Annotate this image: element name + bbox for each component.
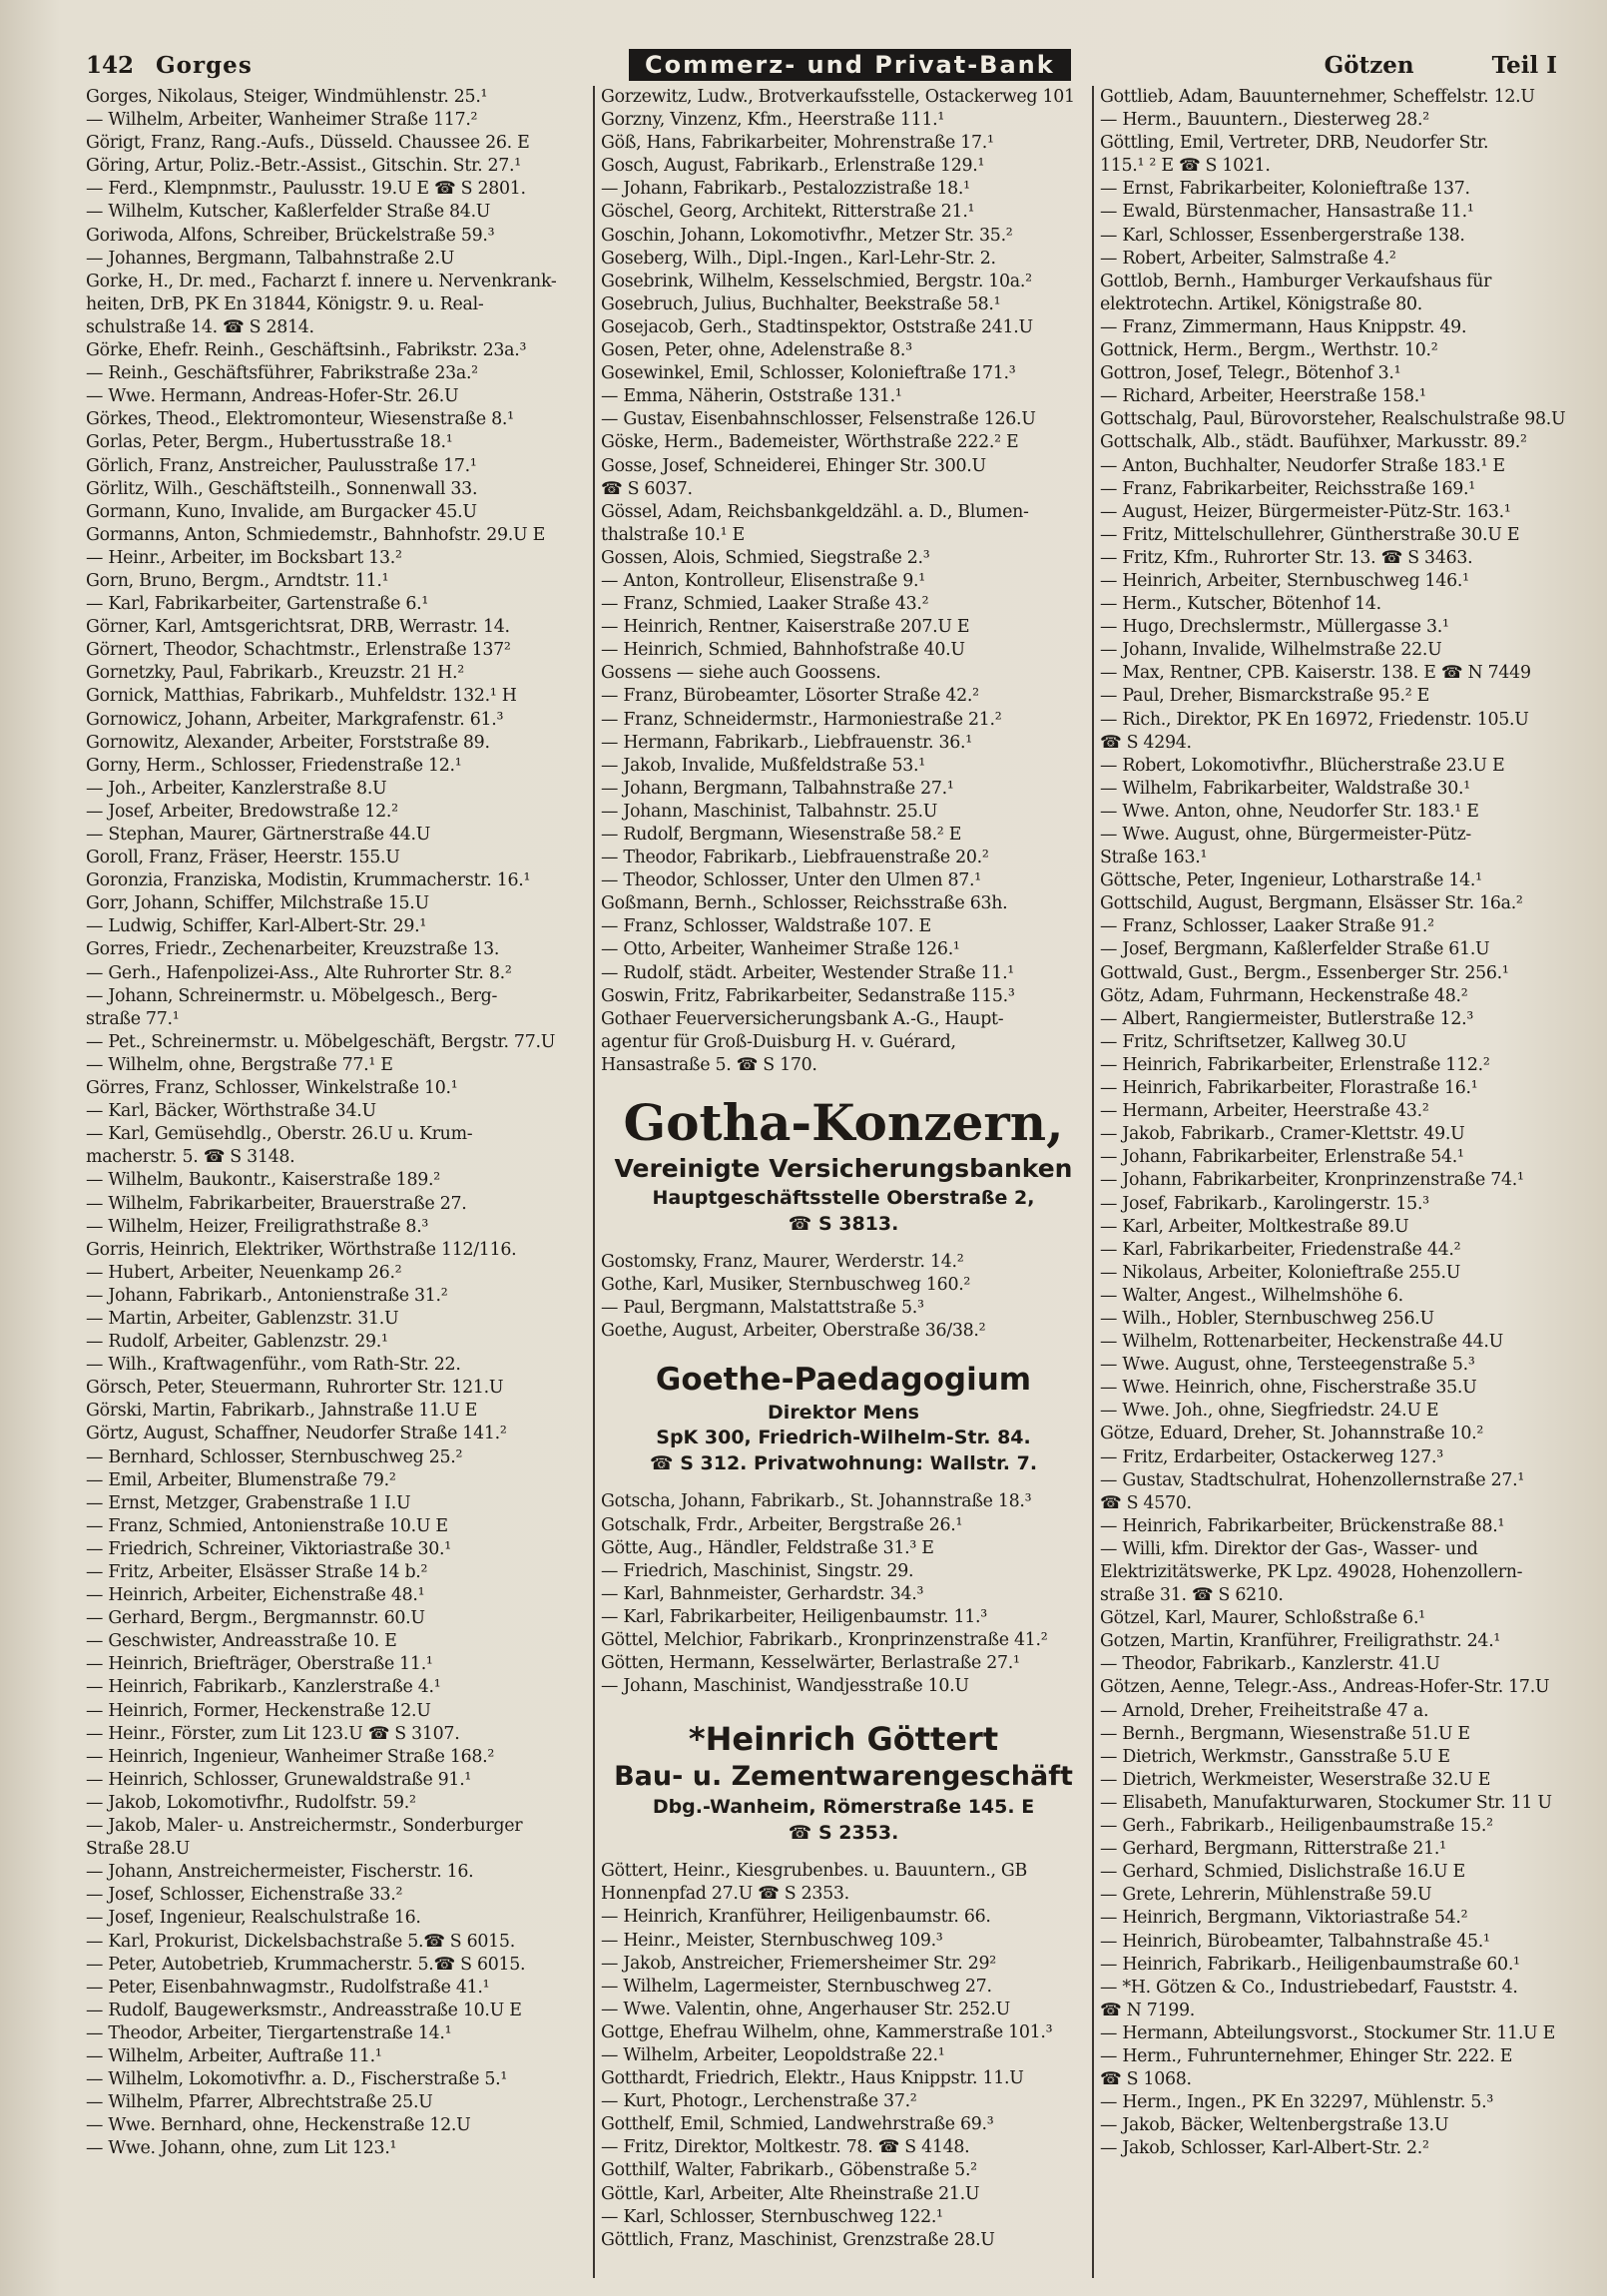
- directory-entry: Görtz, August, Schaffner, Neudorfer Straße 141.²: [86, 1424, 507, 1444]
- directory-entry: Gotschalk, Frdr., Arbeiter, Bergstraße 26.¹: [601, 1514, 963, 1535]
- directory-entry: — Rudolf, Baugewerksmstr., Andreasstraße 10.U E: [86, 2000, 522, 2020]
- directory-entry: Gottschalg, Paul, Bürovorsteher, Realschulstraße 98.U: [1100, 409, 1566, 430]
- directory-entry: — Jakob, Invalide, Mußfeldstraße 53.¹: [601, 755, 925, 776]
- directory-entry: — Rich., Direktor, PK En 16972, Friedenstr. 105.U: [1100, 709, 1529, 730]
- directory-entry: — Karl, Prokurist, Dickelsbachstraße 5.☎ S 6015.: [86, 1931, 515, 1952]
- directory-entry: elektrotechn. Artikel, Königstraße 80.: [1100, 293, 1422, 314]
- directory-entry: — Jakob, Maler- u. Anstreichermstr., Sonderburger: [86, 1816, 523, 1837]
- columns: [86, 86, 1573, 2278]
- directory-entry: — Karl, Schlosser, Sternbuschweg 122.¹: [601, 2206, 943, 2227]
- directory-entry: — Anton, Buchhalter, Neudorfer Straße 183.¹ E: [1100, 455, 1505, 476]
- directory-entry: — Nikolaus, Arbeiter, Kolonieftraße 255.U: [1100, 1262, 1461, 1283]
- directory-entry: — Wwe. Anton, ohne, Neudorfer Str. 183.¹ E: [1100, 801, 1479, 822]
- directory-entry: — Robert, Arbeiter, Salmstraße 4.²: [1100, 248, 1396, 269]
- directory-entry: — Josef, Ingenieur, Realschulstraße 16.: [86, 1908, 421, 1929]
- directory-entry: — Elisabeth, Manufakturwaren, Stockumer Str. 11 U: [1100, 1792, 1552, 1813]
- directory-entry: — Bernh., Bergmann, Wiesenstraße 51.U E: [1100, 1723, 1470, 1744]
- directory-entry: — Heinrich, Arbeiter, Eichenstraße 48.¹: [86, 1585, 425, 1606]
- directory-entry: Görner, Karl, Amtsgerichtsrat, DRB, Werrastr. 14.: [86, 617, 510, 638]
- directory-entry: ☎ N 7199.: [1100, 2000, 1196, 2020]
- directory-entry: — Theodor, Fabrikarb., Liebfrauenstraße 20.²: [601, 848, 989, 868]
- directory-entry: Gosebrink, Wilhelm, Kesselschmied, Bergstr. 10a.²: [601, 271, 1032, 291]
- directory-entry: — Heinrich, Briefträger, Oberstraße 11.¹: [86, 1654, 433, 1675]
- directory-entry: — Johann, Fabrikarbeiter, Kronprinzenstraße 74.¹: [1100, 1170, 1524, 1191]
- directory-entry: Göttsche, Peter, Ingenieur, Lotharstraße 14.¹: [1100, 870, 1482, 891]
- directory-entry: — Wilhelm, Arbeiter, Auftraße 11.¹: [86, 2045, 382, 2066]
- directory-entry: Göring, Artur, Poliz.-Betr.-Assist., Gitschin. Str. 27.¹: [86, 156, 521, 177]
- directory-entry: — Wilhelm, Fabrikarbeiter, Waldstraße 30.¹: [1100, 778, 1470, 799]
- directory-entry: schulstraße 14. ☎ S 2814.: [86, 316, 314, 337]
- directory-entry: thalstraße 10.¹ E: [601, 524, 745, 545]
- directory-entry: — Ernst, Metzger, Grabenstraße 1 I.U: [86, 1492, 411, 1513]
- directory-entry: Görke, Ehefr. Reinh., Geschäftsinh., Fabrikstr. 23a.³: [86, 340, 527, 361]
- directory-entry: Gothe, Karl, Musiker, Sternbuschweg 160.²: [601, 1275, 971, 1296]
- directory-entry: Gottlob, Bernh., Hamburger Verkaufshaus für: [1100, 271, 1492, 291]
- directory-entry: — Karl, Bäcker, Wörthstraße 34.U: [86, 1101, 376, 1122]
- directory-entry: — August, Heizer, Bürgermeister-Pütz-Str. 163.¹: [1100, 501, 1511, 522]
- directory-entry: Gornowitz, Alexander, Arbeiter, Forststraße 89.: [86, 732, 490, 753]
- directory-entry: Gotscha, Johann, Fabrikarb., St. Johannstraße 18.³: [601, 1491, 1032, 1512]
- directory-entry: Gornick, Matthias, Fabrikarb., Muhfeldstr. 132.¹ H: [86, 686, 517, 707]
- directory-entry: macherstr. 5. ☎ S 3148.: [86, 1147, 295, 1168]
- directory-entry: — Kurt, Photogr., Lerchenstraße 37.²: [601, 2091, 917, 2112]
- directory-entry: — Fritz, Arbeiter, Elsässer Straße 14 b.²: [86, 1562, 428, 1582]
- directory-entry: Elektrizitätswerke, PK Lpz. 49028, Hohenzollern-: [1100, 1562, 1523, 1582]
- directory-entry: Götze, Eduard, Dreher, St. Johannstraße 10.²: [1100, 1424, 1484, 1444]
- directory-entry: Gosse, Josef, Schneiderei, Ehinger Str. 300.U: [601, 455, 986, 476]
- directory-entry: — Ewald, Bürstenmacher, Hansastraße 11.¹: [1100, 202, 1474, 223]
- directory-entry: — Johann, Schreinermstr. u. Möbelgesch., Berg-: [86, 985, 498, 1006]
- directory-entry: — Heinrich, Fabrikarb., Kanzlerstraße 4.¹: [86, 1677, 441, 1698]
- header-first-name: Gorges: [156, 51, 253, 79]
- directory-entry: — Rudolf, Bergmann, Wiesenstraße 58.² E: [601, 825, 962, 845]
- directory-entry: Görkes, Theod., Elektromonteur, Wiesenstraße 8.¹: [86, 409, 514, 430]
- directory-entry: — Rudolf, Arbeiter, Gablenzstr. 29.¹: [86, 1332, 388, 1353]
- directory-entry: — Josef, Schlosser, Eichenstraße 33.²: [86, 1885, 403, 1906]
- directory-entry: — Wilhelm, Arbeiter, Wanheimer Straße 117.²: [86, 110, 478, 131]
- directory-entry: — Josef, Fabrikarb., Karolingerstr. 15.³: [1100, 1193, 1429, 1214]
- directory-entry: — Richard, Arbeiter, Heerstraße 158.¹: [1100, 386, 1426, 407]
- directory-entry: Gosch, August, Fabrikarb., Erlenstraße 129.¹: [601, 156, 985, 177]
- directory-entry: — Wwe. August, ohne, Tersteegenstraße 5.³: [1100, 1355, 1475, 1376]
- directory-entry: — Karl, Fabrikarbeiter, Gartenstraße 6.¹: [86, 594, 429, 615]
- directory-entry: Goethe, August, Arbeiter, Oberstraße 36/38.²: [601, 1321, 986, 1342]
- directory-entry: — Fritz, Schriftsetzer, Kallweg 30.U: [1100, 1031, 1407, 1052]
- directory-entry: Göttling, Emil, Vertreter, DRB, Neudorfer Str.: [1100, 133, 1489, 154]
- directory-entry: Gottschalk, Alb., städt. Baufühxer, Markusstr. 89.²: [1100, 432, 1527, 453]
- entry-list: [601, 86, 1086, 1077]
- entry-list: [86, 86, 587, 2160]
- directory-entry: Gormanns, Anton, Schmiedemstr., Bahnhofstr. 29.U E: [86, 524, 545, 545]
- directory-entry: Gorr, Johann, Schiffer, Milchstraße 15.U: [86, 893, 429, 914]
- column-2: [595, 86, 1094, 2278]
- directory-entry: Görsch, Peter, Steuermann, Ruhrorter Str. 121.U: [86, 1378, 504, 1399]
- directory-entry: — Fritz, Erdarbeiter, Ostackerweg 127.³: [1100, 1446, 1443, 1467]
- directory-entry: Gossen, Alois, Schmied, Siegstraße 2.³: [601, 547, 930, 568]
- directory-entry: Görlitz, Wilh., Geschäftsteilh., Sonnenwall 33.: [86, 478, 478, 499]
- directory-entry: Gorris, Heinrich, Elektriker, Wörthstraße 112/116.: [86, 1239, 517, 1260]
- directory-entry: Götte, Aug., Händler, Feldstraße 31.³ E: [601, 1537, 934, 1558]
- directory-entry: — Gerh., Fabrikarb., Heiligenbaumstraße 15.²: [1100, 1816, 1493, 1837]
- entry-list: [601, 1251, 1086, 1343]
- directory-entry: — Emil, Arbeiter, Blumenstraße 79.²: [86, 1469, 396, 1490]
- directory-entry: — Peter, Eisenbahnwagmstr., Rudolfstraße 41.¹: [86, 1977, 490, 1998]
- directory-entry: Gorzny, Vinzenz, Kfm., Heerstraße 111.¹: [601, 110, 945, 131]
- gotha-ad-subtitle: Vereinigte Versicherungsbanken: [614, 1154, 1073, 1184]
- gotha-ad-address: Hauptgeschäftsstelle Oberstraße 2,: [652, 1187, 1035, 1210]
- directory-entry: — Fritz, Mittelschullehrer, Güntherstraße 30.U E: [1100, 524, 1520, 545]
- entry-list: [1100, 86, 1573, 2160]
- directory-entry: Gottnick, Herm., Bergm., Werthstr. 10.²: [1100, 340, 1438, 361]
- directory-entry: — Jakob, Bäcker, Weltenbergstraße 13.U: [1100, 2115, 1449, 2136]
- directory-entry: — Franz, Schlosser, Laaker Straße 91.²: [1100, 916, 1434, 937]
- directory-entry: — Heinrich, Bergmann, Viktoriastraße 54.²: [1100, 1908, 1468, 1929]
- directory-entry: Gorzewitz, Ludw., Brotverkaufsstelle, Ostackerweg 101: [601, 87, 1075, 107]
- directory-entry: — Wilhelm, Pfarrer, Albrechtstraße 25.U: [86, 2092, 433, 2113]
- directory-entry: — Friedrich, Schreiner, Viktoriastraße 30.¹: [86, 1538, 451, 1559]
- directory-entry: — Otto, Arbeiter, Wanheimer Straße 126.¹: [601, 939, 960, 960]
- directory-entry: Goswin, Fritz, Fabrikarbeiter, Sedanstraße 115.³: [601, 985, 1015, 1006]
- gotha-ad-title: Gotha-Konzern,: [623, 1093, 1064, 1153]
- directory-entry: Götzen, Aenne, Telegr.-Ass., Andreas-Hofer-Str. 17.U: [1100, 1677, 1550, 1698]
- column-1: [86, 86, 595, 2278]
- directory-entry: — Wilhelm, Arbeiter, Leopoldstraße 22.¹: [601, 2045, 945, 2065]
- directory-entry: — *H. Götzen & Co., Industriebedarf, Fauststr. 4.: [1100, 1977, 1518, 1998]
- directory-entry: — Hubert, Arbeiter, Neuenkamp 26.²: [86, 1262, 402, 1283]
- directory-entry: — Heinrich, Fabrikarbeiter, Florastraße 16.¹: [1100, 1078, 1478, 1099]
- directory-entry: Gorges, Nikolaus, Steiger, Windmühlenstr. 25.¹: [86, 87, 488, 107]
- directory-entry: — Hugo, Drechslermstr., Müllergasse 3.¹: [1100, 617, 1449, 638]
- directory-entry: Gössel, Adam, Reichsbankgeldzähl. a. D., Blumen-: [601, 501, 1029, 522]
- directory-entry: — Gerhard, Bergmann, Ritterstraße 21.¹: [1100, 1839, 1446, 1860]
- directory-entry: Gossens — siehe auch Goossens.: [601, 663, 881, 684]
- directory-entry: Görski, Martin, Fabrikarb., Jahnstraße 11.U E: [86, 1401, 478, 1422]
- directory-entry: — Heinrich, Arbeiter, Sternbuschweg 146.¹: [1100, 570, 1469, 591]
- directory-entry: — Joh., Arbeiter, Kanzlerstraße 8.U: [86, 778, 387, 799]
- directory-entry: Gotthelf, Emil, Schmied, Landwehrstraße 69.³: [601, 2114, 994, 2135]
- directory-entry: Göttlich, Franz, Maschinist, Grenzstraße 28.U: [601, 2229, 995, 2250]
- directory-entry: — Franz, Schlosser, Waldstraße 107. E: [601, 916, 931, 937]
- directory-entry: — Franz, Fabrikarbeiter, Reichsstraße 169.¹: [1100, 478, 1475, 499]
- directory-entry: — Wwe. Johann, ohne, zum Lit 123.¹: [86, 2138, 397, 2159]
- entry-list: [601, 1490, 1086, 1698]
- directory-entry: — Karl, Fabrikarbeiter, Heiligenbaumstr. 11.³: [601, 1606, 987, 1627]
- gottert-advertisement: [601, 1718, 1086, 1846]
- directory-entry: — Geschwister, Andreasstraße 10. E: [86, 1631, 397, 1652]
- entry-list: [601, 1860, 1086, 2252]
- directory-entry: Gottron, Josef, Telegr., Bötenhof 3.¹: [1100, 363, 1401, 384]
- directory-entry: — Hermann, Fabrikarb., Liebfrauenstr. 36.¹: [601, 732, 972, 753]
- directory-entry: — Walter, Angest., Wilhelmshöhe 6.: [1100, 1285, 1403, 1306]
- directory-entry: straße 77.¹: [86, 1008, 180, 1029]
- goethe-ad-address: SpK 300, Friedrich-Wilhelm-Str. 84.: [656, 1427, 1031, 1449]
- directory-entry: Straße 163.¹: [1100, 848, 1208, 868]
- directory-entry: Götzel, Karl, Maurer, Schloßstraße 6.¹: [1100, 1608, 1425, 1629]
- directory-entry: Görlich, Franz, Anstreicher, Paulusstraße 17.¹: [86, 455, 477, 476]
- directory-entry: Gorke, H., Dr. med., Facharzt f. innere u. Nervenkrank-: [86, 271, 557, 291]
- directory-entry: Goseberg, Wilh., Dipl.-Ingen., Karl-Lehr-Str. 2.: [601, 248, 996, 269]
- page-header: [86, 46, 1567, 84]
- directory-entry: — Gerh., Hafenpolizei-Ass., Alte Ruhrorter Str. 8.²: [86, 962, 512, 983]
- directory-entry: — Johann, Fabrikarbeiter, Erlenstraße 54.¹: [1100, 1147, 1464, 1168]
- directory-entry: — Pet., Schreinermstr. u. Möbelgeschäft, Bergstr. 77.U: [86, 1031, 556, 1052]
- directory-entry: — Wilh., Kraftwagenführ., vom Rath-Str. 22.: [86, 1355, 461, 1376]
- directory-entry: — Wilhelm, Heizer, Freiligrathstraße 8.³: [86, 1216, 429, 1237]
- directory-entry: — Gerhard, Schmied, Dislichstraße 16.U E: [1100, 1862, 1465, 1883]
- directory-entry: Gottschild, August, Bergmann, Elsässer Str. 16a.²: [1100, 893, 1523, 914]
- directory-entry: — Heinrich, Schmied, Bahnhofstraße 40.U: [601, 640, 965, 661]
- directory-entry: Gotthilf, Walter, Fabrikarb., Göbenstraße 5.²: [601, 2160, 977, 2181]
- directory-entry: — Heinr., Arbeiter, im Bocksbart 13.²: [86, 547, 402, 568]
- gottert-ad-phone: ☎ S 2353.: [788, 1822, 899, 1845]
- directory-entry: Gorres, Friedr., Zechenarbeiter, Kreuzstraße 13.: [86, 939, 500, 960]
- gottert-ad-title: *Heinrich Göttert: [688, 1720, 999, 1759]
- directory-entry: — Franz, Schmied, Laaker Straße 43.²: [601, 594, 929, 615]
- directory-entry: Götten, Hermann, Kesselwärter, Berlastraße 27.¹: [601, 1653, 1020, 1674]
- directory-entry: — Johann, Invalide, Wilhelmstraße 22.U: [1100, 640, 1442, 661]
- directory-entry: — Wilhelm, Baukontr., Kaiserstraße 189.²: [86, 1170, 440, 1191]
- gotha-advertisement: [601, 1093, 1086, 1237]
- directory-entry: — Josef, Bergmann, Kaßlerfelder Straße 61.U: [1100, 939, 1490, 960]
- directory-entry: — Herm., Kutscher, Bötenhof 14.: [1100, 594, 1381, 615]
- directory-entry: — Heinrich, Fabrikarbeiter, Brückenstraße 88.¹: [1100, 1515, 1505, 1536]
- directory-entry: — Wilhelm, Lagermeister, Sternbuschweg 27.: [601, 1976, 992, 1997]
- directory-entry: — Jakob, Lokomotivfhr., Rudolfstr. 59.²: [86, 1792, 416, 1813]
- directory-entry: — Franz, Schneidermstr., Harmoniestraße 21.²: [601, 709, 1002, 730]
- directory-entry: Gotthardt, Friedrich, Elektr., Haus Knippstr. 11.U: [601, 2068, 1024, 2089]
- directory-entry: — Wwe. Hermann, Andreas-Hofer-Str. 26.U: [86, 386, 459, 407]
- directory-entry: Gothaer Feuerversicherungsbank A.-G., Haupt-: [601, 1008, 1004, 1029]
- directory-entry: — Paul, Dreher, Bismarckstraße 95.² E: [1100, 686, 1430, 707]
- directory-entry: ☎ S 4294.: [1100, 732, 1192, 753]
- directory-entry: — Wilhelm, Lokomotivfhr. a. D., Fischerstraße 5.¹: [86, 2069, 507, 2090]
- directory-entry: — Wwe. Valentin, ohne, Angerhauser Str. 252.U: [601, 1999, 1010, 2019]
- directory-entry: — Heinrich, Bürobeamter, Talbahnstraße 45.¹: [1100, 1931, 1490, 1952]
- directory-entry: — Heinrich, Ingenieur, Wanheimer Straße 168.²: [86, 1746, 495, 1767]
- goethe-ad-phone: ☎ S 312. Privatwohnung: Wallstr. 7.: [649, 1452, 1038, 1475]
- directory-entry: — Theodor, Arbeiter, Tiergartenstraße 14.¹: [86, 2022, 452, 2043]
- directory-entry: — Anton, Kontrolleur, Elisenstraße 9.¹: [601, 570, 925, 591]
- directory-entry: — Johann, Maschinist, Talbahnstr. 25.U: [601, 801, 938, 822]
- column-3: [1094, 86, 1573, 2278]
- directory-entry: — Wilhelm, ohne, Bergstraße 77.¹ E: [86, 1054, 393, 1075]
- directory-entry: — Johann, Anstreichermeister, Fischerstr. 16.: [86, 1862, 474, 1883]
- directory-entry: Görnert, Theodor, Schachtmstr., Erlenstraße 137²: [86, 640, 511, 661]
- goethe-ad-title: Goethe-Paedagogium: [655, 1362, 1032, 1399]
- directory-entry: — Herm., Bauuntern., Diesterweg 28.²: [1100, 110, 1429, 131]
- directory-entry: — Johann, Fabrikarb., Pestalozzistraße 18.¹: [601, 179, 970, 200]
- directory-entry: Gosewinkel, Emil, Schlosser, Kolonieftraße 171.³: [601, 363, 1016, 384]
- directory-entry: — Reinh., Geschäftsführer, Fabrikstraße 23a.²: [86, 363, 478, 384]
- directory-entry: — Gustav, Eisenbahnschlosser, Felsenstraße 126.U: [601, 409, 1036, 430]
- directory-entry: agentur für Groß-Duisburg H. v. Guérard,: [601, 1031, 956, 1052]
- directory-entry: — Herm., Ingen., PK En 32297, Mühlenstr. 5.³: [1100, 2092, 1494, 2113]
- directory-entry: — Dietrich, Werkmeister, Weserstraße 32.U E: [1100, 1769, 1491, 1790]
- directory-entry: — Wilhelm, Kutscher, Kaßlerfelder Straße 84.U: [86, 202, 491, 223]
- directory-entry: — Heinrich, Rentner, Kaiserstraße 207.U E: [601, 617, 970, 638]
- directory-entry: Goßmann, Bernh., Schlosser, Reichsstraße 63h.: [601, 893, 1008, 914]
- directory-entry: — Gerhard, Bergm., Bergmannstr. 60.U: [86, 1608, 425, 1629]
- directory-entry: Goschin, Johann, Lokomotivfhr., Metzer Str. 35.²: [601, 225, 1013, 246]
- directory-entry: — Jakob, Schlosser, Karl-Albert-Str. 2.²: [1100, 2138, 1429, 2159]
- directory-entry: Gosebruch, Julius, Buchhalter, Beekstraße 58.¹: [601, 293, 1001, 314]
- directory-entry: — Friedrich, Maschinist, Singstr. 29.: [601, 1560, 914, 1581]
- directory-entry: Gotzen, Martin, Kranführer, Freiligrathstr. 24.¹: [1100, 1631, 1501, 1652]
- directory-entry: Gorn, Bruno, Bergm., Arndtstr. 11.¹: [86, 570, 389, 591]
- directory-entry: — Theodor, Schlosser, Unter den Ulmen 87.¹: [601, 870, 981, 891]
- directory-entry: — Heinrich, Former, Heckenstraße 12.U: [86, 1700, 431, 1721]
- directory-entry: — Fritz, Kfm., Ruhrorter Str. 13. ☎ S 3463.: [1100, 547, 1473, 568]
- directory-entry: — Max, Rentner, CPB. Kaiserstr. 138. E ☎ N 7449: [1100, 663, 1531, 684]
- directory-entry: — Dietrich, Werkmstr., Gansstraße 5.U E: [1100, 1746, 1450, 1767]
- directory-entry: Göttert, Heinr., Kiesgrubenbes. u. Bauuntern., GB: [601, 1861, 1027, 1882]
- directory-entry: Gottwald, Gust., Bergm., Essenberger Str. 256.¹: [1100, 962, 1509, 983]
- goethe-advertisement: [601, 1359, 1086, 1476]
- directory-entry: — Gustav, Stadtschulrat, Hohenzollernstraße 27.¹: [1100, 1469, 1525, 1490]
- directory-entry: Gormann, Kuno, Invalide, am Burgacker 45.U: [86, 501, 477, 522]
- directory-entry: Gornetzky, Paul, Fabrikarb., Kreuzstr. 21 H.²: [86, 663, 464, 684]
- directory-entry: Gosejacob, Gerh., Stadtinspektor, Oststraße 241.U: [601, 316, 1033, 337]
- directory-entry: Gostomsky, Franz, Maurer, Werderstr. 14.²: [601, 1252, 964, 1273]
- directory-entry: Gottge, Ehefrau Wilhelm, ohne, Kammerstraße 101.³: [601, 2021, 1053, 2042]
- directory-entry: Gosen, Peter, ohne, Adelenstraße 8.³: [601, 340, 912, 361]
- directory-entry: — Stephan, Maurer, Gärtnerstraße 44.U: [86, 825, 431, 845]
- directory-entry: Goronzia, Franziska, Modistin, Krummacherstr. 16.¹: [86, 870, 531, 891]
- directory-entry: — Wilhelm, Rottenarbeiter, Heckenstraße 44.U: [1100, 1332, 1504, 1353]
- directory-entry: — Jakob, Anstreicher, Friemersheimer Str. 29²: [601, 1953, 996, 1974]
- directory-entry: — Johann, Maschinist, Wandjesstraße 10.U: [601, 1676, 969, 1697]
- directory-entry: — Albert, Rangiermeister, Butlerstraße 12.³: [1100, 1008, 1474, 1029]
- directory-entry: Görres, Franz, Schlosser, Winkelstraße 10.¹: [86, 1078, 458, 1099]
- directory-entry: 115.¹ ² E ☎ S 1021.: [1100, 156, 1271, 177]
- gotha-ad-phone: ☎ S 3813.: [788, 1213, 899, 1236]
- directory-entry: — Karl, Arbeiter, Moltkestraße 89.U: [1100, 1216, 1409, 1237]
- directory-entry: — Robert, Lokomotivfhr., Blücherstraße 23.U E: [1100, 755, 1505, 776]
- directory-entry: — Ludwig, Schiffer, Karl-Albert-Str. 29.¹: [86, 916, 426, 937]
- directory-entry: — Wilh., Hobler, Sternbuschweg 256.U: [1100, 1308, 1434, 1329]
- directory-entry: — Bernhard, Schlosser, Sternbuschweg 25.²: [86, 1446, 463, 1467]
- header-part: Teil I: [1491, 51, 1557, 79]
- directory-entry: — Hermann, Abteilungsvorst., Stockumer Str. 11.U E: [1100, 2022, 1556, 2043]
- gottert-ad-address: Dbg.-Wanheim, Römerstraße 145. E: [652, 1796, 1035, 1819]
- directory-entry: — Heinrich, Kranführer, Heiligenbaumstr. 66.: [601, 1907, 991, 1928]
- bank-banner: Commerz- und Privat-Bank: [629, 49, 1071, 81]
- directory-entry: Goriwoda, Alfons, Schreiber, Brückelstraße 59.³: [86, 225, 495, 246]
- directory-entry: — Ernst, Fabrikarbeiter, Kolonieftraße 137.: [1100, 179, 1470, 200]
- directory-entry: — Karl, Gemüsehdlg., Oberstr. 26.U u. Krum-: [86, 1124, 473, 1145]
- directory-entry: — Franz, Schmied, Antonienstraße 10.U E: [86, 1515, 448, 1536]
- directory-entry: — Ferd., Klempnmstr., Paulusstr. 19.U E ☎ S 2801.: [86, 179, 526, 200]
- directory-entry: — Grete, Lehrerin, Mühlenstraße 59.U: [1100, 1885, 1432, 1906]
- directory-entry: Görigt, Franz, Rang.-Aufs., Düsseld. Chaussee 26. E: [86, 133, 530, 154]
- directory-entry: ☎ S 4570.: [1100, 1492, 1192, 1513]
- directory-entry: — Fritz, Direktor, Moltkestr. 78. ☎ S 4148.: [601, 2137, 970, 2158]
- gottert-ad-subtitle: Bau- u. Zementwarengeschäft: [614, 1761, 1073, 1793]
- directory-entry: Gorlas, Peter, Bergm., Hubertusstraße 18.¹: [86, 432, 453, 453]
- directory-entry: — Wwe. Joh., ohne, Siegfriedstr. 24.U E: [1100, 1401, 1439, 1422]
- directory-entry: — Karl, Fabrikarbeiter, Friedenstraße 44.²: [1100, 1239, 1461, 1260]
- directory-entry: Gorny, Herm., Schlosser, Friedenstraße 12.¹: [86, 755, 462, 776]
- directory-entry: — Johann, Fabrikarb., Antonienstraße 31.²: [86, 1285, 448, 1306]
- directory-entry: Honnenpfad 27.U ☎ S 2353.: [601, 1884, 849, 1905]
- directory-entry: Gornowicz, Johann, Arbeiter, Markgrafenstr. 61.³: [86, 709, 504, 730]
- directory-entry: Göske, Herm., Bademeister, Wörthstraße 222.² E: [601, 432, 1019, 453]
- directory-entry: — Hermann, Arbeiter, Heerstraße 43.²: [1100, 1101, 1429, 1122]
- header-last-name: Götzen: [1324, 51, 1414, 79]
- directory-entry: — Heinrich, Fabrikarbeiter, Erlenstraße 112.²: [1100, 1054, 1490, 1075]
- directory-entry: — Emma, Näherin, Oststraße 131.¹: [601, 386, 902, 407]
- directory-entry: — Josef, Arbeiter, Bredowstraße 12.²: [86, 801, 398, 822]
- directory-entry: — Arnold, Dreher, Freiheitstraße 47 a.: [1100, 1700, 1429, 1721]
- goethe-ad-director: Direktor Mens: [768, 1402, 919, 1425]
- directory-entry: ☎ S 6037.: [601, 478, 693, 499]
- directory-entry: — Heinrich, Schlosser, Grunewaldstraße 91.¹: [86, 1769, 472, 1790]
- directory-entry: — Jakob, Fabrikarb., Cramer-Klettstr. 49.U: [1100, 1124, 1465, 1145]
- directory-entry: — Rudolf, städt. Arbeiter, Westender Straße 11.¹: [601, 962, 1014, 983]
- directory-entry: Göschel, Georg, Architekt, Ritterstraße 21.¹: [601, 202, 975, 223]
- directory-entry: — Wwe. Heinrich, ohne, Fischerstraße 35.U: [1100, 1378, 1477, 1399]
- directory-entry: Goroll, Franz, Fräser, Heerstr. 155.U: [86, 848, 400, 868]
- directory-entry: — Johannes, Bergmann, Talbahnstraße 2.U: [86, 248, 455, 269]
- directory-entry: Straße 28.U: [86, 1839, 191, 1860]
- directory-entry: — Heinrich, Fabrikarb., Heiligenbaumstraße 60.¹: [1100, 1954, 1520, 1975]
- directory-entry: — Heinr., Förster, zum Lit 123.U ☎ S 3107.: [86, 1723, 460, 1744]
- directory-entry: — Herm., Fuhrunternehmer, Ehinger Str. 222. E: [1100, 2045, 1513, 2066]
- directory-entry: — Karl, Bahnmeister, Gerhardstr. 34.³: [601, 1583, 924, 1604]
- directory-entry: heiten, DrB, PK En 31844, Königstr. 9. u. Real-: [86, 293, 484, 314]
- directory-entry: — Johann, Bergmann, Talbahnstraße 27.¹: [601, 778, 954, 799]
- directory-entry: — Theodor, Fabrikarb., Kanzlerstr. 41.U: [1100, 1654, 1440, 1675]
- directory-entry: — Willi, kfm. Direktor der Gas-, Wasser- und: [1100, 1538, 1478, 1559]
- directory-entry: Göttle, Karl, Arbeiter, Alte Rheinstraße 21.U: [601, 2183, 980, 2204]
- directory-entry: Götz, Adam, Fuhrmann, Heckenstraße 48.²: [1100, 985, 1468, 1006]
- directory-entry: — Peter, Autobetrieb, Krummacherstr. 5.☎ S 6015.: [86, 1954, 526, 1975]
- directory-entry: straße 31. ☎ S 6210.: [1100, 1585, 1284, 1606]
- directory-entry: Gottlieb, Adam, Bauunternehmer, Scheffelstr. 12.U: [1100, 87, 1535, 107]
- directory-entry: — Wwe. August, ohne, Bürgermeister-Pütz-: [1100, 825, 1472, 845]
- directory-entry: — Heinr., Meister, Sternbuschweg 109.³: [601, 1930, 943, 1951]
- directory-entry: — Martin, Arbeiter, Gablenzstr. 31.U: [86, 1308, 399, 1329]
- page-number: 142: [86, 51, 135, 79]
- directory-entry: — Franz, Bürobeamter, Lösorter Straße 42.²: [601, 686, 979, 707]
- directory-entry: Göttel, Melchior, Fabrikarb., Kronprinzenstraße 41.²: [601, 1629, 1048, 1650]
- directory-entry: Hansastraße 5. ☎ S 170.: [601, 1054, 817, 1075]
- directory-entry: — Wilhelm, Fabrikarbeiter, Brauerstraße 27.: [86, 1193, 467, 1214]
- directory-entry: — Wwe. Bernhard, ohne, Heckenstraße 12.U: [86, 2115, 471, 2136]
- directory-entry: — Franz, Zimmermann, Haus Knippstr. 49.: [1100, 316, 1467, 337]
- directory-entry: Göß, Hans, Fabrikarbeiter, Mohrenstraße 17.¹: [601, 133, 994, 154]
- directory-entry: ☎ S 1068.: [1100, 2069, 1192, 2090]
- directory-entry: — Karl, Schlosser, Essenbergerstraße 138.: [1100, 225, 1465, 246]
- directory-entry: — Paul, Bergmann, Malstattstraße 5.³: [601, 1298, 924, 1319]
